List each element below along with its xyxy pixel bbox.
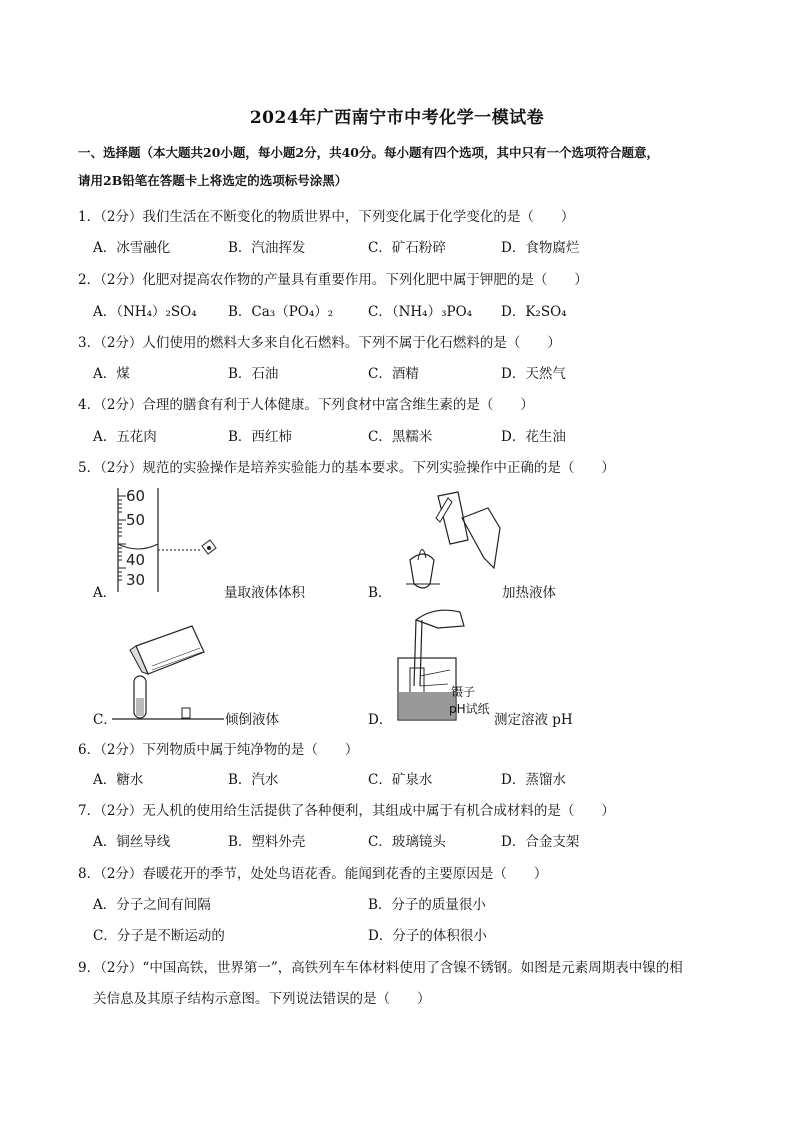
q3-option-b: B．石油	[228, 366, 279, 382]
section-line-2: 请用2B铅笔在答题卡上将选定的选项标号涂黑）	[78, 173, 348, 188]
q2-option-c: C．（NH₄）₃PO₄	[368, 304, 473, 320]
q2-option-a: A．（NH₄）₂SO₄	[93, 304, 197, 320]
question-9-stem: 9．（2分）“中国高铁，世界第一”，高铁列车车体材料使用了含镍不锈钢。如图是元素周期表中镍的相	[78, 960, 683, 976]
tick-60: 60	[126, 487, 146, 505]
q4-option-d: D．花生油	[501, 429, 566, 445]
question-5-stem: 5．（2分）规范的实验操作是培养实验能力的基本要求。下列实验操作中正确的是（ ）	[78, 460, 615, 476]
q2-option-d: D．K₂SO₄	[501, 304, 567, 320]
tick-50: 50	[126, 511, 146, 529]
q1-option-d: D．食物腐烂	[501, 240, 580, 256]
q4-option-c: C．黑糯米	[368, 429, 433, 445]
figure-a-caption: 量取液体体积	[224, 585, 305, 601]
figure-d-label: D．	[368, 712, 393, 728]
q3-option-c: C．酒精	[368, 366, 419, 382]
q7-option-a: A．铜丝导线	[93, 834, 171, 850]
q6-option-c: C．矿泉水	[368, 772, 433, 788]
figure-b-caption: 加热液体	[502, 585, 556, 601]
question-4-stem: 4．（2分）合理的膳食有利于人体健康。下列食材中富含维生素的是（ ）	[78, 397, 534, 413]
tick-30: 30	[126, 571, 146, 589]
section-line-1: 一、选择题（本大题共20小题，每小题2分，共40分。每小题有四个选项，其中只有一个选项符合题意，	[78, 145, 659, 160]
q1-option-a: A．冰雪融化	[93, 240, 171, 256]
exam-title: 2024年广西南宁市中考化学一模试卷	[249, 108, 545, 128]
figure-a-label: A．	[93, 585, 117, 601]
q6-option-d: D．蒸馏水	[501, 772, 566, 788]
question-9-stem-continued: 关信息及其原子结构示意图。下列说法错误的是（ ）	[93, 991, 431, 1007]
figure-b-heating-illustration	[388, 488, 508, 600]
q4-option-a: A．五花肉	[93, 429, 157, 445]
question-7-stem: 7．（2分）无人机的使用给生活提供了各种便利，其组成中属于有机合成材料的是（ ）	[78, 803, 615, 819]
q6-option-b: B．汽水	[228, 772, 279, 788]
question-8-stem: 8．（2分）春暖花开的季节，处处鸟语花香。能闻到花香的主要原因是（ ）	[78, 866, 548, 882]
figure-c-caption: 倾倒液体	[225, 712, 279, 728]
question-3-stem: 3．（2分）人们使用的燃料大多来自化石燃料。下列不属于化石燃料的是（ ）	[78, 335, 561, 351]
q7-option-c: C．玻璃镜头	[368, 834, 446, 850]
figure-d-callout-ph-paper: pH试纸	[449, 702, 490, 716]
q7-option-b: B．塑料外壳	[228, 834, 306, 850]
question-6-stem: 6．（2分）下列物质中属于纯净物的是（ ）	[78, 742, 359, 758]
figure-c-label: C．	[93, 712, 117, 728]
figure-c-pouring-illustration	[112, 622, 224, 722]
q3-option-a: A．煤	[93, 366, 130, 382]
figure-b-label: B．	[368, 585, 392, 601]
section-header	[78, 139, 728, 195]
question-1-stem: 1．（2分）我们生活在不断变化的物质世界中，下列变化属于化学变化的是（ ）	[78, 209, 575, 225]
q1-option-c: C．矿石粉碎	[368, 240, 446, 256]
figure-d-caption: 测定溶液 pH	[494, 712, 573, 728]
q6-option-a: A．糖水	[93, 772, 144, 788]
question-2-stem: 2．（2分）化肥对提高农作物的产量具有重要作用。下列化肥中属于钾肥的是（ ）	[78, 272, 588, 288]
q3-option-d: D．天然气	[501, 366, 566, 382]
q2-option-b: B．Ca₃（PO₄）₂	[228, 304, 334, 320]
q1-option-b: B．汽油挥发	[228, 240, 306, 256]
q7-option-d: D．合金支架	[501, 834, 580, 850]
figure-a-cylinder-illustration	[110, 486, 230, 596]
q4-option-b: B．西红柿	[228, 429, 292, 445]
figure-d-callout-tweezers: 镊子	[451, 685, 476, 699]
q8-option-d: D．分子的体积很小	[368, 928, 487, 944]
q8-option-a: A．分子之间有间隔	[93, 897, 211, 913]
q8-option-b: B．分子的质量很小	[368, 897, 486, 913]
q8-option-c: C．分子是不断运动的	[93, 928, 225, 944]
tick-40: 40	[126, 551, 146, 569]
